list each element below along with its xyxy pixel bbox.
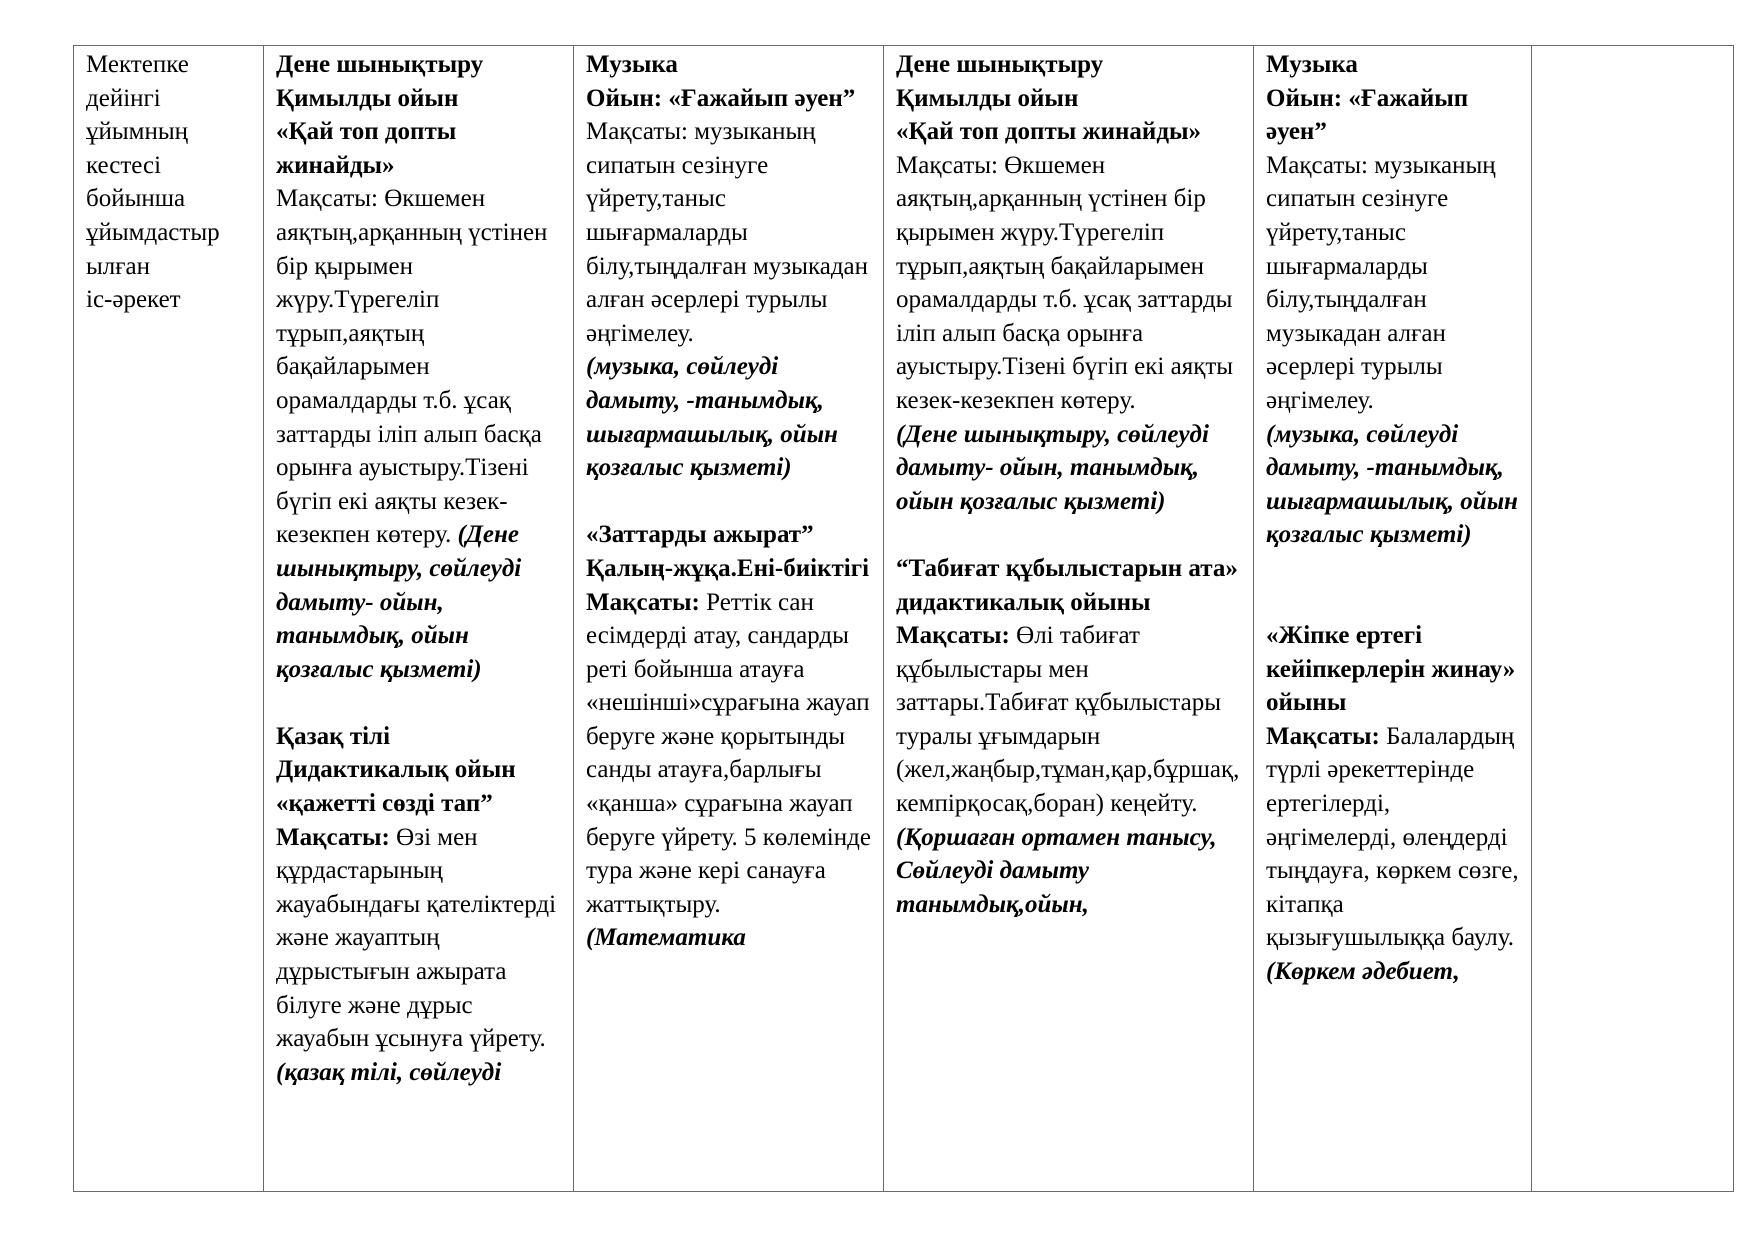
- integration-tags: (музыка, сөйлеуді дамыту, -танымдық, шығармашылық, ойын қозғалыс қызметі): [1266, 420, 1518, 549]
- activity-title: Қазақ тілі: [276, 722, 391, 750]
- goal-label: Мақсаты:: [896, 622, 1010, 650]
- goal-label: Мақсаты:: [276, 823, 390, 851]
- game-name: «Қай топ допты жинайды»: [276, 118, 457, 179]
- activity-subtitle: Қимылды ойын: [276, 84, 459, 112]
- game-name: «Жіпке ертегі кейіпкерлерін жинау» ойыны: [1266, 622, 1516, 717]
- activity-title: Дене шынықтыру: [896, 51, 1104, 78]
- spacer: [1266, 552, 1523, 586]
- game-name: Ойын: «Ғажайып әуен”: [1266, 84, 1469, 146]
- row-header-line: Мектепке: [86, 51, 189, 78]
- spacer: [276, 686, 565, 720]
- day3-cell: [884, 46, 1254, 1192]
- game-name: Дидактикалық ойын «қажетті сөзді тап”: [276, 756, 516, 818]
- activity-title: Музыка: [586, 51, 678, 78]
- integration-tags: (қазақ тілі, сөйлеуді: [276, 1058, 502, 1086]
- game-type: дидактикалық ойыны: [896, 588, 1151, 616]
- integration-tags: (Дене шынықтыру, сөйлеуді дамыту- ойын, танымдық, ойын қозғалыс қызметі): [896, 420, 1209, 515]
- table-row: [74, 46, 1734, 1192]
- spacer: [586, 485, 875, 519]
- row-header-line: ұйымның: [86, 118, 189, 146]
- integration-tags: (Қоршаған ортамен танысу, Сөйлеуді дамыту танымдық,ойын,: [896, 823, 1217, 918]
- game-name: «Заттарды ажырат” Қалың-жұқа.Ені-биіктігі: [586, 521, 870, 582]
- goal-text: Балалардың түрлі әрекеттерінде ертегілерді, әңгімелерді, өлеңдерді тыңдауға, көркем сөзге, кітапқа қызығушылыққа баулу.: [1266, 722, 1519, 952]
- empty-cell: [1532, 46, 1734, 1192]
- spacer: [896, 518, 1245, 552]
- game-name: Ойын: «Ғажайып әуен”: [586, 84, 856, 112]
- row-header-line: кестесі: [86, 151, 162, 179]
- integration-tags: (музыка, сөйлеуді дамыту, -танымдық, шығармашылық, ойын қозғалыс қызметі): [586, 353, 838, 482]
- goal-text: Мақсаты: музыканың сипатын сезінуге үйрету,таныс шығармаларды білу,тыңдалған музыкадан алған әсерлері турылы әңгімелеу.: [1266, 151, 1496, 414]
- integration-tags: (Математика: [586, 924, 746, 952]
- integration-tags: (Көркем әдебиет,: [1266, 958, 1460, 986]
- day4-cell: [1254, 46, 1532, 1192]
- row-header-line: дейінгі: [86, 84, 161, 112]
- goal-label: Мақсаты:: [1266, 722, 1380, 750]
- goal-text: Мақсаты: музыканың сипатын сезінуге үйрету,таныс шығармаларды білу,тыңдалған музыкадан алған әсерлері турылы әңгімелеу.: [586, 118, 869, 347]
- day2-cell: [574, 46, 884, 1192]
- day1-cell: [264, 46, 574, 1192]
- goal-text: Мақсаты: Өкшемен аяқтың,арқанның үстінен бір қырымен жүру.Түрегеліп тұрып,аяқтың бақайларымен орамалдарды т.б. ұсақ заттарды іліп алып басқа орынға ауыстыру.Тізені бүгіп екі аяқты кезек-кезекпен көтеру.: [276, 185, 548, 549]
- row-header-line: іс-әрекет: [86, 286, 181, 314]
- game-name: “Табиғат құбылыстарын ата»: [896, 554, 1238, 582]
- row-header-cell: [74, 46, 264, 1192]
- goal-text: Өлі табиғат құбылыстары мен заттары.Табиғат құбылыстары туралы ұғымдарын (жел,жаңбыр,тұман,қар,бұршақ,кемпірқосақ,боран) кеңейту.: [896, 622, 1240, 818]
- schedule-table: [73, 45, 1734, 1192]
- row-header-line: бойынша: [86, 185, 186, 213]
- activity-title: Музыка: [1266, 51, 1358, 78]
- goal-text: Реттік сан есімдерді атау, сандарды реті бойынша атауға «нешінші»сұрағына жауап беруге және қорытынды санды атауға,барлығы «қанша» сұрағына жауап беруге үйрету. 5 көлемінде тура және кері санауға жаттықтыру.: [586, 588, 871, 918]
- row-header-line: ұйымдастыр: [86, 218, 220, 246]
- spacer: [1266, 586, 1523, 620]
- activity-subtitle: Қимылды ойын: [896, 84, 1079, 112]
- goal-text: Мақсаты: Өкшемен аяқтың,арқанның үстінен бір қырымен жүру.Түрегеліп тұрып,аяқтың бақайларымен орамалдарды т.б. ұсақ заттарды іліп алып басқа орынға ауыстыру.Тізені бүгіп екі аяқты кезек-кезекпен көтеру.: [896, 151, 1234, 414]
- integration-tags: (Дене шынықтыру, сөйлеуді дамыту- ойын, танымдық, ойын қозғалыс қызметі): [276, 521, 522, 683]
- row-header-line: ылған: [86, 252, 151, 280]
- goal-label: Мақсаты:: [586, 588, 700, 616]
- game-name: «Қай топ допты жинайды»: [896, 118, 1201, 146]
- goal-text: Өзі мен құрдастарының жауабындағы қателіктерді және жауаптың дұрыстығын ажырата білуге және дұрыс жауабын ұсынуға үйрету.: [276, 823, 557, 1053]
- activity-title: Дене шынықтыру: [276, 51, 484, 78]
